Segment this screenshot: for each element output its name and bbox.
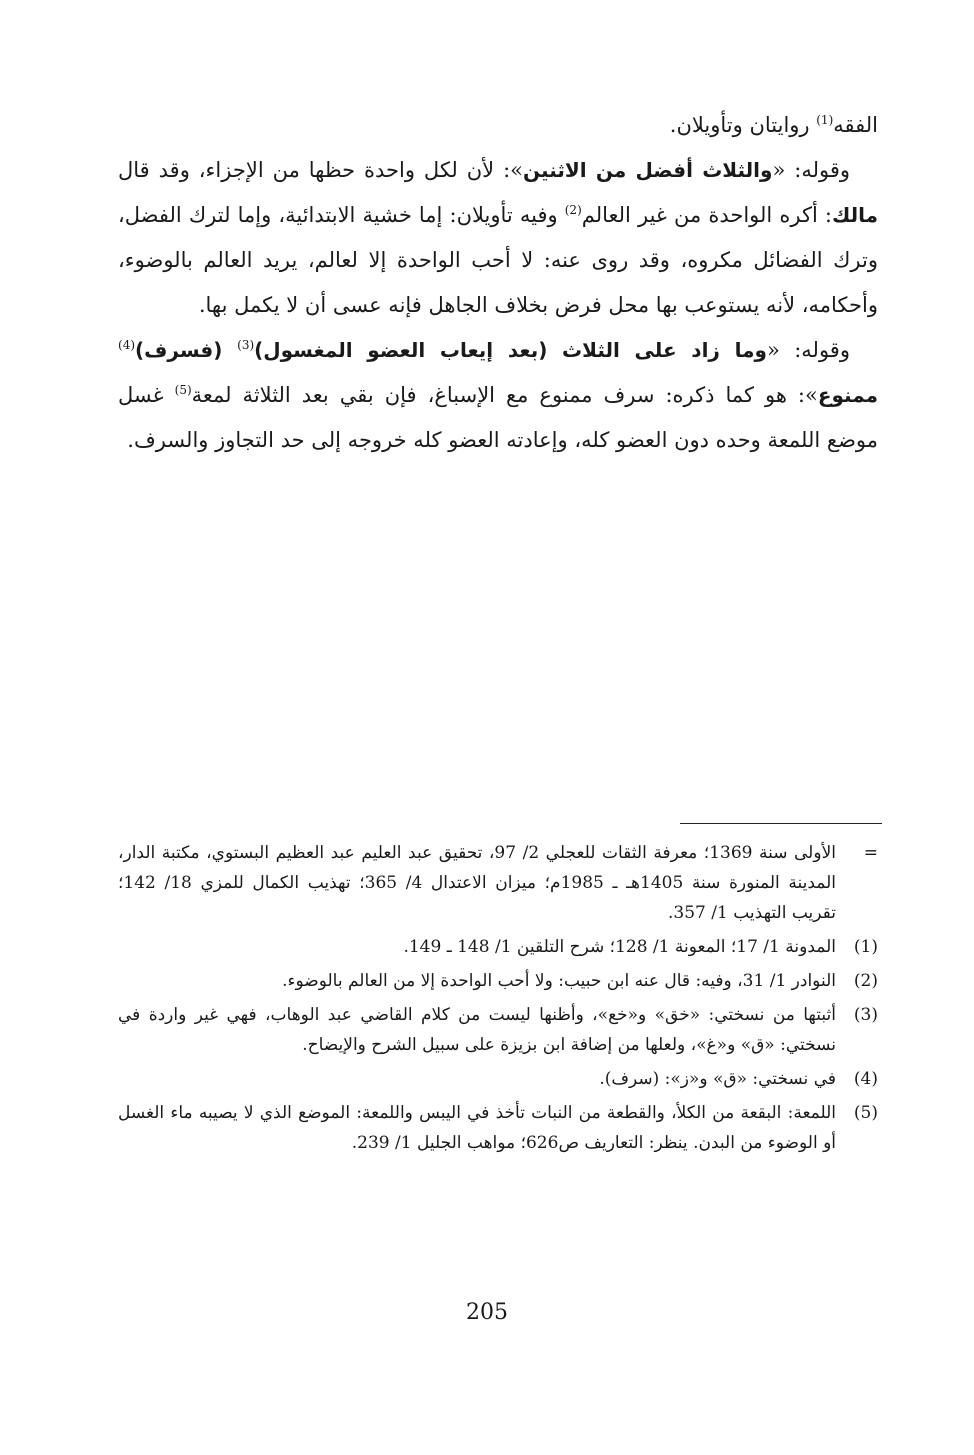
paragraph-1 — [118, 103, 878, 148]
name-bold: مالك — [831, 203, 878, 227]
text-segment: »: لأن لكل واحدة حظها من الإجزاء، وقد قال — [118, 158, 524, 182]
footnote-reference: (1) — [816, 113, 834, 127]
footnote-reference: (3) — [237, 338, 255, 352]
text-segment: وقوله: « — [772, 158, 851, 182]
footnote-separator-rule — [680, 823, 882, 824]
footnote-number: (2) — [853, 971, 878, 991]
text-segment: : أكره الواحدة من غير العالم — [581, 203, 832, 227]
footnote-item — [118, 1064, 878, 1094]
footnote-item — [118, 838, 878, 928]
quoted-text-bold: وما زاد على الثلاث (بعد إيعاب العضو المغسول) — [254, 338, 767, 362]
footnotes-section — [118, 838, 878, 1162]
footnote-text: المدونة 1/ 17؛ المعونة 1/ 128؛ شرح التلقين 1/ 148 ـ 149. — [403, 937, 836, 957]
footnote-reference: (5) — [174, 383, 192, 397]
footnote-number: (1) — [853, 937, 878, 957]
footnote-number: (5) — [853, 1103, 878, 1123]
footnote-item — [118, 932, 878, 962]
page-number: 205 — [466, 1300, 508, 1325]
footnote-text: النوادر 1/ 31، وفيه: قال عنه ابن حبيب: ولا أحب الواحدة إلا من العالم بالوضوء. — [282, 971, 836, 991]
footnote-reference: (4) — [118, 338, 136, 352]
text-segment: وقوله: « — [766, 338, 850, 362]
text-segment: غسل موضع اللمعة وحده دون العضو كله، وإعادته العضو كله خروجه إلى حد التجاوز والسرف. — [118, 383, 878, 452]
footnote-reference: (2) — [564, 203, 582, 217]
footnote-text: اللمعة: البقعة من الكلأ، والقطعة من النبات تأخذ في اليبس واللمعة: الموضع الذي لا يصيبه ماء الغسل أو الوضوء من البدن. ينظر: التعاريف ص626؛ مواهب الجليل 1/ 239. — [118, 1103, 836, 1153]
footnote-item — [118, 1098, 878, 1158]
footnote-number: = — [863, 843, 878, 863]
main-text-body — [118, 103, 878, 463]
footnote-text: في نسختي: «ق» و«ز»: (سرف). — [599, 1069, 836, 1089]
text-segment: وفيه تأويلان: إما خشية الابتدائية، وإما لترك الفضل، وترك الفضائل مكروه، وقد روى عنه: لا أحب الواحدة إلا لعالم، يريد العالم بالوضوء، وأحكامه، لأنه يستوعب بها محل فرض بخلاف الجاهل فإنه عسى أن لا يكمل بها. — [118, 203, 878, 317]
paragraph-3 — [118, 328, 878, 463]
footnote-number: (4) — [853, 1069, 878, 1089]
text-segment: روايتان وتأويلان. — [669, 113, 817, 137]
footnote-item — [118, 966, 878, 996]
paragraph-2 — [118, 148, 878, 328]
quoted-text-bold: والثلاث أفضل من الاثنين — [523, 158, 773, 182]
quoted-text-bold: (فسرف) — [135, 338, 238, 362]
text-segment: »: هو كما ذكره: سرف ممنوع مع الإسباغ، فإن بقي بعد الثلاثة لمعة — [191, 383, 818, 407]
footnote-text: الأولى سنة 1369؛ معرفة الثقات للعجلي 2/ 97، تحقيق عبد العليم عبد العظيم البستوي، مكتبة الدار، المدينة المنورة سنة 1405هـ ـ 1985م؛ ميزان الاعتدال 4/ 365؛ تهذيب الكمال للمزي 18/ 142؛ تقريب التهذيب 1/ 357. — [118, 843, 837, 923]
text-segment: الفقه — [833, 113, 878, 137]
footnote-number: (3) — [853, 1005, 878, 1025]
quoted-text-bold: ممنوع — [817, 383, 878, 407]
footnote-text: أثبتها من نسختي: «خق» و«خع»، وأظنها ليست من كلام القاضي عبد الوهاب، فهي غير واردة في نسختي: «ق» و«غ»، ولعلها من إضافة ابن بزيزة على سبيل الشرح والإيضاح. — [118, 1005, 836, 1055]
footnote-item — [118, 1000, 878, 1060]
